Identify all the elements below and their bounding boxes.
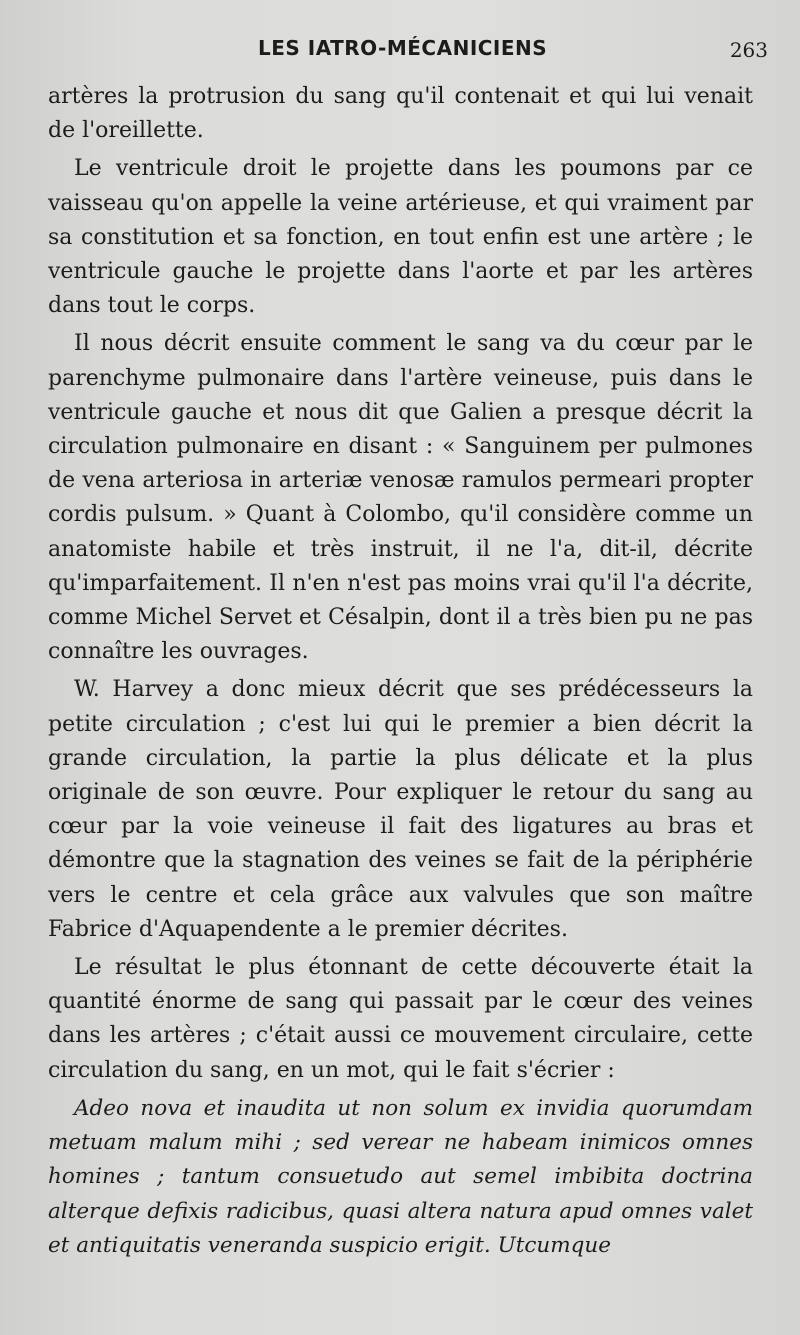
paragraph-pulmonary-circulation: Il nous décrit ensuite comment le sang va du cœur par le parenchyme pulmonaire dans l'artère veineuse, puis dans le ventricule gauche et nous dit que Galien a presque décrit la circulation pulmonaire en disant : « Sanguinem per pulmones de vena arteriosa in arteriæ venosæ ramulos permeari propter cordis pulsum. » Quant à Colombo, qu'il considère comme un anatomiste habile et très instruit, il ne l'a, dit-il, décrite qu'imparfaitement. Il n'en n'est pas moins vrai qu'il l'a décrite, comme Michel Servet et Césalpin, dont il a très bien pu ne pas connaître les ouvrages. (48, 331, 753, 665)
running-title: LES IATRO-MÉCANICIENS (258, 36, 548, 60)
page-number: 263 (729, 38, 768, 62)
latin-quotation: Adeo nova et inaudita ut non solum ex invidia quorumdam metuam malum mihi ; sed verear ne habeam inimicos omnes homines ; tantum consuetudo aut semel imbibita doctrina alterque defixis radicibus, quasi altera natura apud omnes valet et antiquitatis veneranda suspicio erigit. Utcumque (48, 1095, 753, 1258)
paragraph-continuation: artères la protrusion du sang qu'il contenait et qui lui venait de l'oreillette. (48, 84, 753, 144)
paragraph-harvey: W. Harvey a donc mieux décrit que ses prédécesseurs la petite circulation ; c'est lui qui le premier a bien décrit la grande circulation, la partie la plus délicate et la plus originale de son œuvre. Pour expliquer le retour du sang au cœur par la voie veineuse il fait des ligatures au bras et démontre que la stagnation des veines se fait de la périphérie vers le centre et cela grâce aux valvules que son maître Fabrice d'Aquapendente a le premier décrites. (48, 677, 753, 942)
page-header (48, 36, 768, 66)
page-body (48, 80, 753, 1267)
paragraph-result: Le résultat le plus étonnant de cette découverte était la quantité énorme de sang qui passait par le cœur des veines dans les artères ; c'était aussi ce mouvement circulaire, cette circulation du sang, en un mot, qui le fait s'écrier : (48, 955, 753, 1083)
paragraph-ventricle: Le ventricule droit le projette dans les poumons par ce vaisseau qu'on appelle la veine artérieuse, et qui vraiment par sa constitution et sa fonction, en tout enfin est une artère ; le ventricule gauche le projette dans l'aorte et par les artères dans tout le corps. (48, 156, 753, 319)
